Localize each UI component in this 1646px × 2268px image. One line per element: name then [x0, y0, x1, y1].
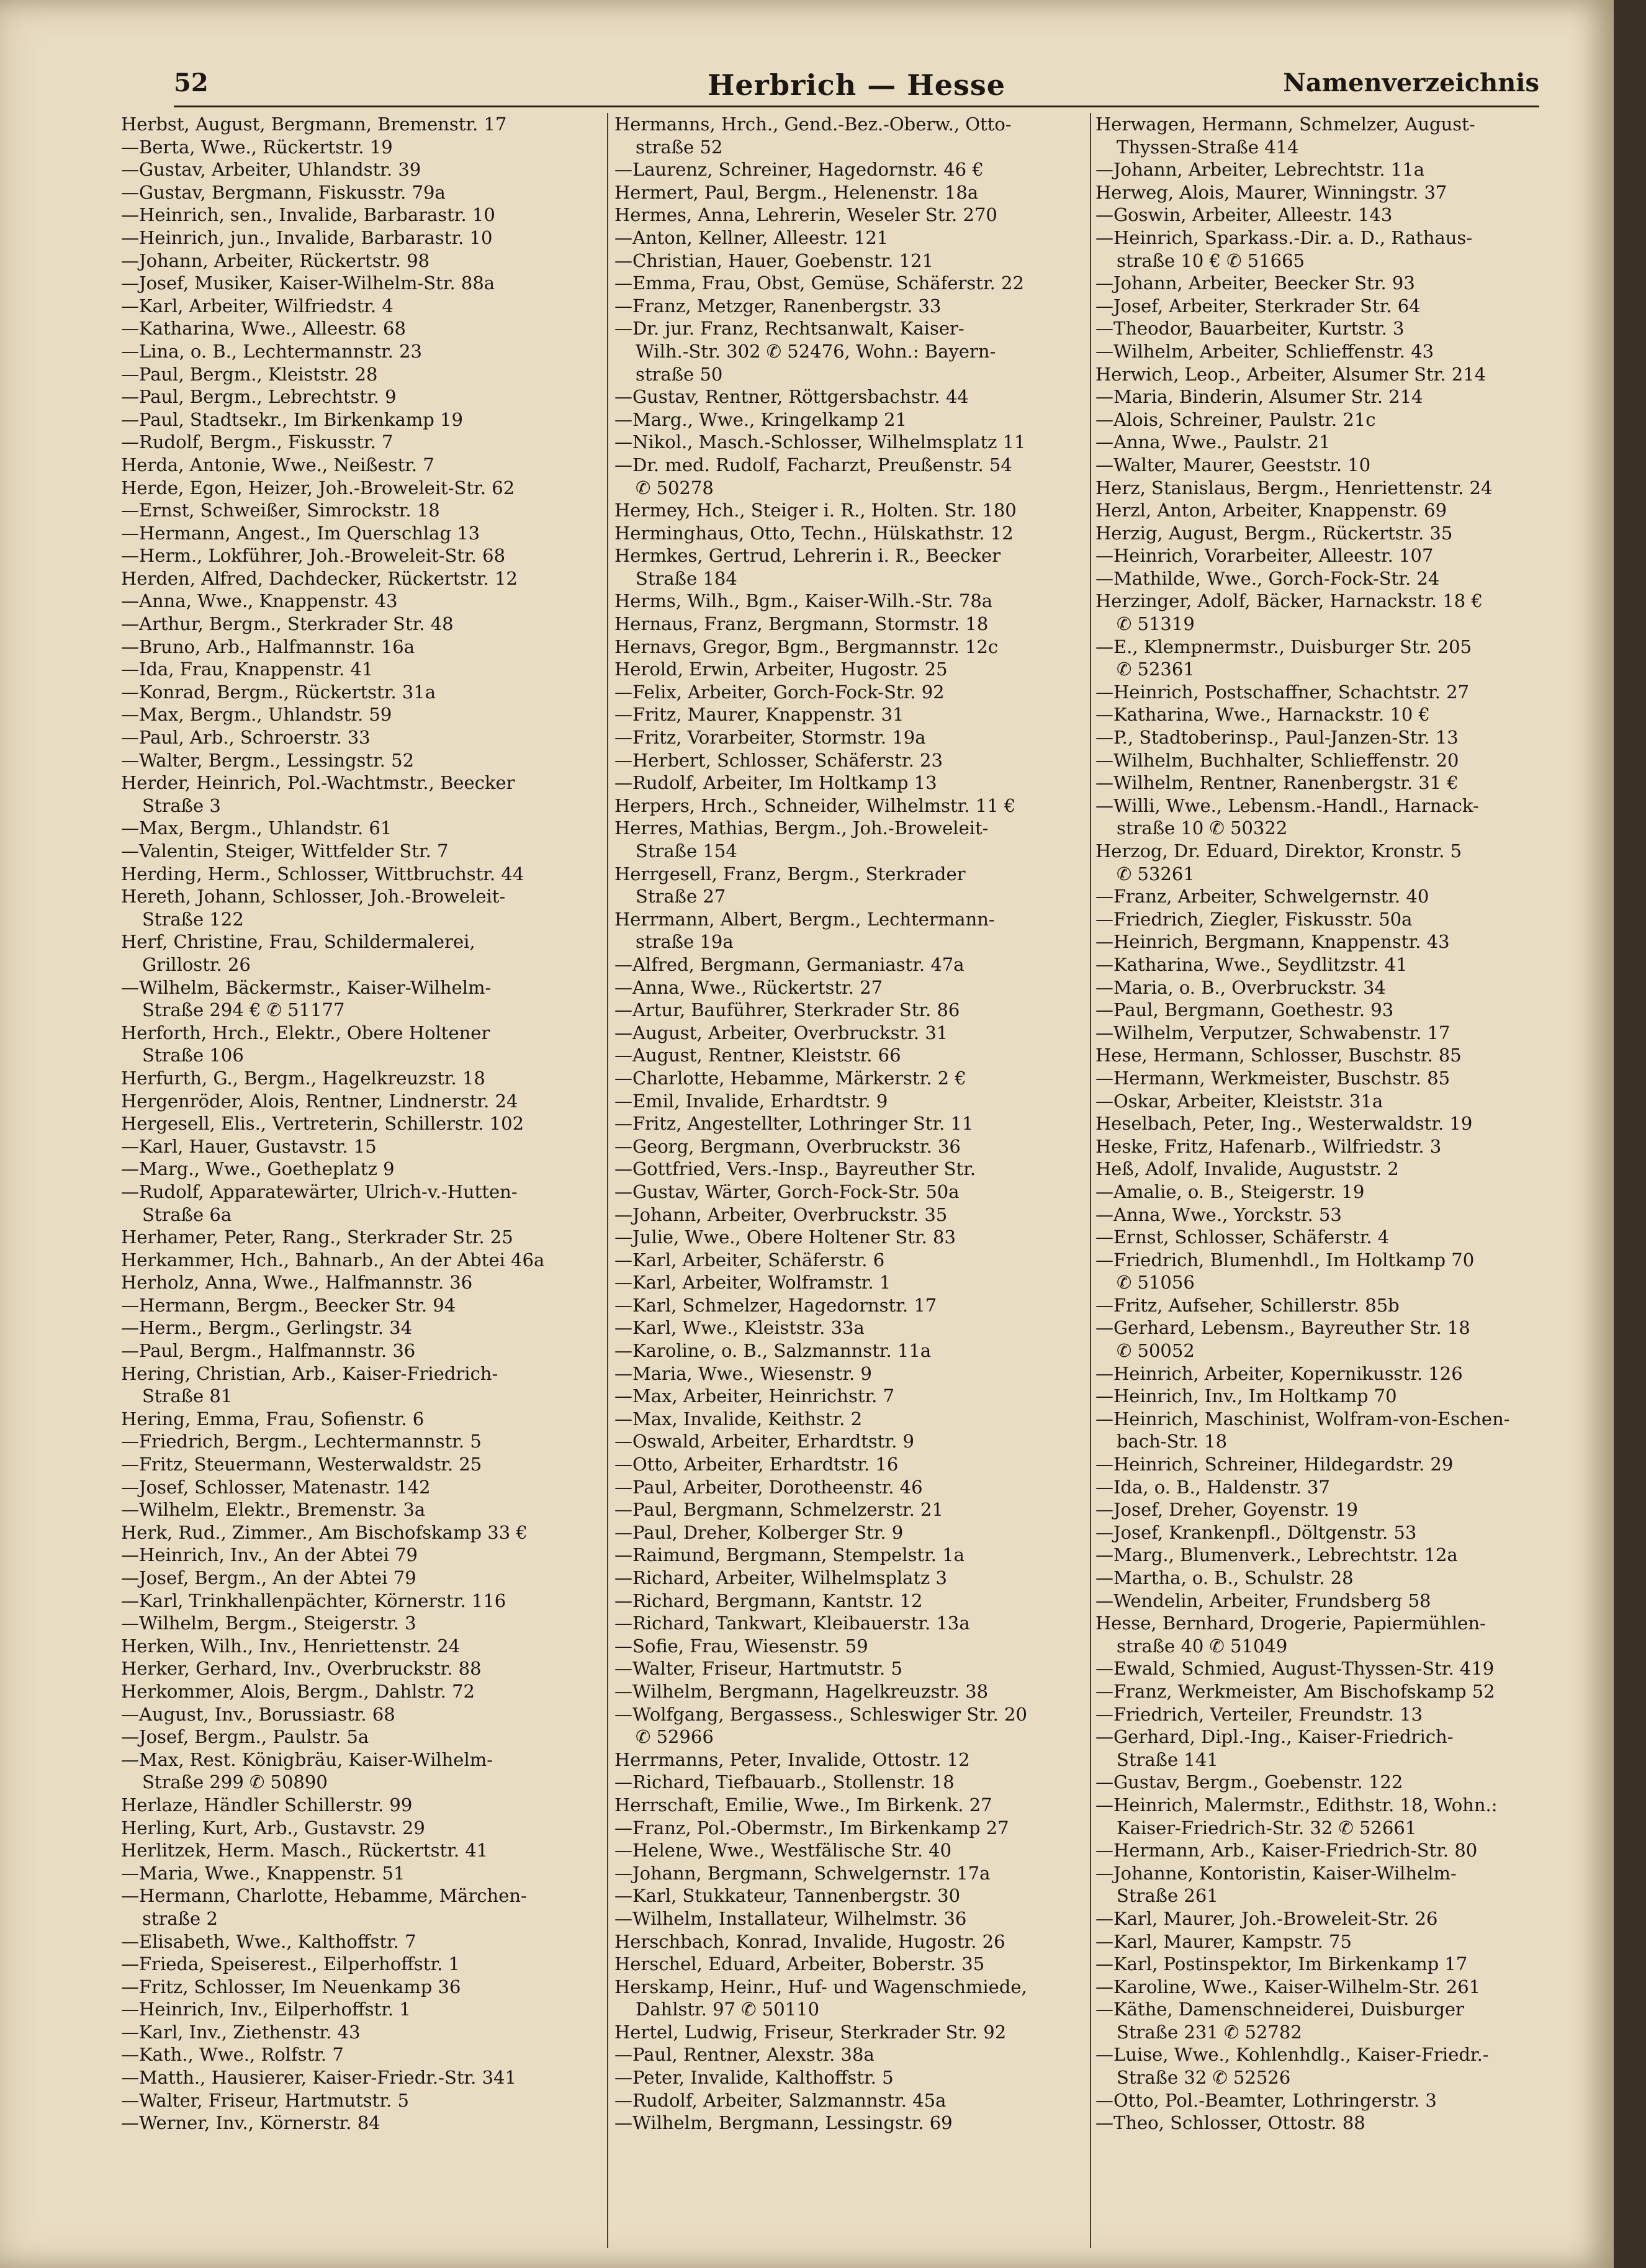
directory-entry-line: —Herm., Bergm., Gerlingstr. 34 — [121, 1317, 413, 1339]
directory-entry-line: Hermanns, Hrch., Gend.-Bez.-Oberw., Otto- — [614, 114, 1012, 135]
directory-entry-line: —Wilhelm, Bergmann, Hagelkreuzstr. 38 — [614, 1680, 989, 1702]
directory-entry-line: —Karl, Hauer, Gustavstr. 15 — [121, 1135, 377, 1157]
directory-entry-line: —Richard, Tankwart, Kleibauerstr. 13a — [614, 1613, 970, 1634]
directory-entry-line: straße 10 ✆ 50322 — [1117, 817, 1288, 839]
directory-entry-line: —Charlotte, Hebamme, Märkerstr. 2 € — [614, 1067, 966, 1089]
directory-entry-line: —Fritz, Angestellter, Lothringer Str. 11 — [614, 1113, 974, 1135]
directory-entry-line: —Wilhelm, Installateur, Wilhelmstr. 36 — [614, 1907, 967, 1929]
directory-entry-line: Herken, Wilh., Inv., Henriettenstr. 24 — [121, 1635, 461, 1657]
directory-entry-line: —Konrad, Bergm., Rückertstr. 31a — [121, 681, 436, 703]
directory-entry-line: Straße 184 — [636, 567, 737, 589]
directory-entry-line: —Otto, Pol.-Beamter, Lothringerstr. 3 — [1095, 2089, 1437, 2111]
directory-entry-line: —Johanne, Kontoristin, Kaiser-Wilhelm- — [1095, 1862, 1457, 1884]
directory-entry-line: —Heinrich, Maschinist, Wolfram-von-Eschen- — [1095, 1408, 1510, 1429]
directory-entry-line: —Peter, Invalide, Kalthoffstr. 5 — [614, 2067, 894, 2089]
directory-entry-line: —Heinrich, Malermstr., Edithstr. 18, Wohn.: — [1095, 1794, 1498, 1816]
directory-entry-line: —Dr. jur. Franz, Rechtsanwalt, Kaiser- — [614, 318, 965, 340]
directory-entry-line: —Anna, Wwe., Yorckstr. 53 — [1095, 1204, 1342, 1225]
directory-entry-line: —Karl, Wwe., Kleiststr. 33a — [614, 1317, 865, 1339]
directory-entry-line: —Helene, Wwe., Westfälische Str. 40 — [614, 1840, 952, 1861]
directory-entry-line: —Wilhelm, Bäckermstr., Kaiser-Wilhelm- — [121, 976, 492, 998]
directory-entry-line: —Karl, Arbeiter, Wolframstr. 1 — [614, 1272, 891, 1294]
directory-entry-line: —Bruno, Arb., Halfmannstr. 16a — [121, 636, 415, 657]
directory-entry-line: —Josef, Arbeiter, Sterkrader Str. 64 — [1095, 295, 1421, 317]
directory-entry-line: —Maria, Binderin, Alsumer Str. 214 — [1095, 386, 1423, 408]
directory-entry-line: —Emil, Invalide, Erhardtstr. 9 — [614, 1090, 888, 1112]
directory-entry-line: —Gottfried, Vers.-Insp., Bayreuther Str. — [614, 1158, 976, 1180]
directory-entry-line: —Johann, Bergmann, Schwelgernstr. 17a — [614, 1862, 991, 1884]
directory-entry-line: —Hermann, Arb., Kaiser-Friedrich-Str. 80 — [1095, 1840, 1478, 1861]
directory-entry-line: —Katharina, Wwe., Seydlitzstr. 41 — [1095, 953, 1408, 975]
directory-entry-line: Heselbach, Peter, Ing., Westerwaldstr. 19 — [1095, 1113, 1473, 1135]
directory-entry-line: —Friedrich, Verteiler, Freundstr. 13 — [1095, 1703, 1423, 1725]
directory-entry-line: —Paul, Bergmann, Goethestr. 93 — [1095, 999, 1394, 1021]
directory-entry-line: —Josef, Schlosser, Matenastr. 142 — [121, 1476, 431, 1498]
directory-entry-line: —Karl, Schmelzer, Hagedornstr. 17 — [614, 1294, 937, 1316]
column-divider — [1090, 113, 1091, 2248]
directory-entry-line: —Alfred, Bergmann, Germaniastr. 47a — [614, 953, 965, 975]
directory-entry-line: straße 40 ✆ 51049 — [1117, 1635, 1288, 1657]
directory-entry-line: —Karl, Maurer, Kampstr. 75 — [1095, 1930, 1352, 1952]
directory-entry-line: straße 2 — [142, 1907, 218, 1929]
directory-entry-line: Hermes, Anna, Lehrerin, Weseler Str. 270 — [614, 204, 997, 226]
directory-entry-line: Straße 6a — [142, 1204, 232, 1225]
directory-entry-line: —Fritz, Steuermann, Westerwaldstr. 25 — [121, 1454, 482, 1475]
directory-entry-line: Hertel, Ludwig, Friseur, Sterkrader Str. 92 — [614, 2021, 1007, 2043]
directory-entry-line: —Karl, Trinkhallenpächter, Körnerstr. 116 — [121, 1590, 506, 1611]
directory-entry-line: —Gustav, Wärter, Gorch-Fock-Str. 50a — [614, 1181, 960, 1202]
directory-entry-line: —Wilhelm, Bergmann, Lessingstr. 69 — [614, 2112, 953, 2134]
directory-column-1 — [121, 113, 599, 2248]
directory-entry-line: —Heinrich, jun., Invalide, Barbarastr. 10 — [121, 227, 493, 248]
directory-entry-line: —Paul, Arb., Schroerstr. 33 — [121, 727, 371, 749]
directory-entry-line: Straße 261 — [1117, 1885, 1218, 1907]
directory-entry-line: Herkammer, Hch., Bahnarb., An der Abtei 46a — [121, 1249, 545, 1271]
directory-entry-line: Dahlstr. 97 ✆ 50110 — [636, 1999, 820, 2020]
directory-entry-line: Hesse, Bernhard, Drogerie, Papiermühlen- — [1095, 1613, 1486, 1634]
directory-entry-line: Straße 294 € ✆ 51177 — [142, 999, 345, 1021]
directory-entry-line: Herskamp, Heinr., Huf- und Wagenschmiede, — [614, 1976, 1027, 1997]
directory-entry-line: Herweg, Alois, Maurer, Winningstr. 37 — [1095, 181, 1447, 203]
directory-entry-line: —Paul, Dreher, Kolberger Str. 9 — [614, 1521, 904, 1543]
directory-entry-line: —Anna, Wwe., Knappenstr. 43 — [121, 590, 398, 612]
directory-entry-line: —Rudolf, Arbeiter, Im Holtkamp 13 — [614, 772, 937, 794]
directory-entry-line: —Karl, Maurer, Joh.-Broweleit-Str. 26 — [1095, 1907, 1438, 1929]
directory-entry-line: Kaiser-Friedrich-Str. 32 ✆ 52661 — [1117, 1817, 1417, 1838]
directory-entry-line: Herda, Antonie, Wwe., Neißestr. 7 — [121, 454, 434, 475]
directory-entry-line: —Theodor, Bauarbeiter, Kurtstr. 3 — [1095, 318, 1405, 340]
directory-entry-line: —Walter, Friseur, Hartmutstr. 5 — [121, 2089, 409, 2111]
directory-entry-line: —Gustav, Bergmann, Fiskusstr. 79a — [121, 181, 446, 203]
column-divider — [607, 113, 608, 2248]
directory-entry-line: —Max, Arbeiter, Heinrichstr. 7 — [614, 1385, 895, 1407]
directory-entry-line: straße 19a — [636, 931, 734, 953]
directory-entry-line: —Martha, o. B., Schulstr. 28 — [1095, 1567, 1354, 1588]
directory-entry-line: —Frieda, Speiserest., Eilperhoffstr. 1 — [121, 1953, 460, 1975]
directory-entry-line: —Walter, Friseur, Hartmutstr. 5 — [614, 1658, 902, 1680]
directory-entry-line: —Ida, o. B., Haldenstr. 37 — [1095, 1476, 1330, 1498]
directory-entry-line: Herschel, Eduard, Arbeiter, Boberstr. 35 — [614, 1953, 985, 1975]
directory-entry-line: —Otto, Arbeiter, Erhardtstr. 16 — [614, 1454, 899, 1475]
directory-entry-line: Straße 231 ✆ 52782 — [1117, 2021, 1302, 2043]
directory-entry-line: Herder, Heinrich, Pol.-Wachtmstr., Beecker — [121, 772, 515, 794]
directory-entry-line: —Friedrich, Ziegler, Fiskusstr. 50a — [1095, 908, 1413, 930]
directory-entry-line: —Oskar, Arbeiter, Kleiststr. 31a — [1095, 1090, 1383, 1112]
directory-entry-line: —Anton, Kellner, Alleestr. 121 — [614, 227, 889, 248]
directory-entry-line: —Johann, Arbeiter, Lebrechtstr. 11a — [1095, 159, 1425, 181]
directory-entry-line: —Berta, Wwe., Rückertstr. 19 — [121, 136, 393, 158]
directory-entry-line: Herrgesell, Franz, Bergm., Sterkrader — [614, 863, 966, 884]
directory-entry-line: ✆ 52966 — [636, 1726, 714, 1748]
directory-entry-line: —Josef, Dreher, Goyenstr. 19 — [1095, 1499, 1358, 1521]
section-title: Namenverzeichnis — [1283, 68, 1539, 97]
directory-entry-line: —Franz, Metzger, Ranenbergstr. 33 — [614, 295, 942, 317]
directory-entry-line: —Rudolf, Bergm., Fiskusstr. 7 — [121, 431, 394, 453]
directory-entry-line: Herholz, Anna, Wwe., Halfmannstr. 36 — [121, 1272, 473, 1294]
directory-entry-line: Straße 27 — [636, 886, 726, 907]
directory-entry-line: Wilh.-Str. 302 ✆ 52476, Wohn.: Bayern- — [636, 340, 996, 362]
directory-entry-line: Hering, Emma, Frau, Sofienstr. 6 — [121, 1408, 425, 1429]
page-number: 52 — [174, 68, 209, 97]
directory-entry-line: Herzinger, Adolf, Bäcker, Harnackstr. 18 € — [1095, 590, 1483, 612]
directory-entry-line: —Heinrich, Sparkass.-Dir. a. D., Rathaus- — [1095, 227, 1473, 248]
directory-entry-line: —Max, Invalide, Keithstr. 2 — [614, 1408, 863, 1429]
directory-entry-line: —Ernst, Schweißer, Simrockstr. 18 — [121, 500, 440, 521]
directory-entry-line: —Wendelin, Arbeiter, Frundsberg 58 — [1095, 1590, 1431, 1611]
directory-entry-line: —Karl, Arbeiter, Wilfriedstr. 4 — [121, 295, 394, 317]
directory-entry-line: —Maria, Wwe., Knappenstr. 51 — [121, 1862, 405, 1884]
directory-entry-line: Herker, Gerhard, Inv., Overbruckstr. 88 — [121, 1658, 482, 1680]
directory-entry-line: —Wilhelm, Arbeiter, Schlieffenstr. 43 — [1095, 340, 1434, 362]
directory-entry-line: Herlaze, Händler Schillerstr. 99 — [121, 1794, 413, 1816]
directory-entry-line: Herz, Stanislaus, Bergm., Henriettenstr. 24 — [1095, 477, 1493, 498]
directory-entry-line: Herding, Herm., Schlosser, Wittbruchstr. 44 — [121, 863, 524, 884]
directory-entry-line: —Richard, Tiefbauarb., Stollenstr. 18 — [614, 1771, 955, 1793]
directory-entry-line: Hernaus, Franz, Bergmann, Stormstr. 18 — [614, 613, 989, 635]
directory-entry-line: —Katharina, Wwe., Harnackstr. 10 € — [1095, 704, 1431, 726]
directory-entry-line: Herforth, Hrch., Elektr., Obere Holtener — [121, 1022, 490, 1043]
directory-entry-line: —Valentin, Steiger, Wittfelder Str. 7 — [121, 840, 449, 862]
directory-entry-line: ✆ 51056 — [1117, 1272, 1195, 1294]
directory-entry-line: —Laurenz, Schreiner, Hagedornstr. 46 € — [614, 159, 984, 181]
directory-entry-line: —Paul, Arbeiter, Dorotheenstr. 46 — [614, 1476, 923, 1498]
directory-entry-line: Herfurth, G., Bergm., Hagelkreuzstr. 18 — [121, 1067, 485, 1089]
directory-entry-line: —Dr. med. Rudolf, Facharzt, Preußenstr. 54 — [614, 454, 1012, 475]
directory-entry-line: straße 52 — [636, 136, 723, 158]
directory-entry-line: —Franz, Arbeiter, Schwelgernstr. 40 — [1095, 886, 1429, 907]
directory-entry-line: Herschbach, Konrad, Invalide, Hugostr. 26 — [614, 1930, 1005, 1952]
directory-entry-line: Heske, Fritz, Hafenarb., Wilfriedstr. 3 — [1095, 1135, 1442, 1157]
directory-entry-line: —Gustav, Arbeiter, Uhlandstr. 39 — [121, 159, 421, 181]
directory-entry-line: —Heinrich, Postschaffner, Schachtstr. 27 — [1095, 681, 1470, 703]
directory-entry-line: —Wilhelm, Bergm., Steigerstr. 3 — [121, 1613, 416, 1634]
directory-entry-line: Herold, Erwin, Arbeiter, Hugostr. 25 — [614, 659, 948, 680]
directory-entry-line: —Gerhard, Dipl.-Ing., Kaiser-Friedrich- — [1095, 1726, 1454, 1748]
directory-entry-line: —Richard, Bergmann, Kantstr. 12 — [614, 1590, 923, 1611]
directory-entry-line: Herpers, Hrch., Schneider, Wilhelmstr. 11 € — [614, 794, 1016, 816]
directory-entry-line: Hese, Hermann, Schlosser, Buschstr. 85 — [1095, 1045, 1462, 1066]
directory-entry-line: Herden, Alfred, Dachdecker, Rückertstr. 12 — [121, 567, 518, 589]
directory-entry-line: —Maria, Wwe., Wiesenstr. 9 — [614, 1362, 872, 1384]
directory-entry-line: Herwagen, Hermann, Schmelzer, August- — [1095, 114, 1475, 135]
directory-column-3 — [1095, 113, 1561, 2248]
directory-entry-line: —Paul, Bergm., Halfmannstr. 36 — [121, 1340, 416, 1362]
directory-entry-line: —Johann, Arbeiter, Beecker Str. 93 — [1095, 272, 1415, 294]
directory-entry-line: —Heinrich, Schreiner, Hildegardstr. 29 — [1095, 1454, 1454, 1475]
directory-entry-line: —Franz, Pol.-Obermstr., Im Birkenkamp 27 — [614, 1817, 1009, 1838]
directory-entry-line: —Werner, Inv., Körnerstr. 84 — [121, 2112, 380, 2134]
header-rule — [174, 106, 1539, 107]
directory-entry-line: —Theo, Schlosser, Ottostr. 88 — [1095, 2112, 1365, 2134]
directory-entry-line: —Fritz, Aufseher, Schillerstr. 85b — [1095, 1294, 1400, 1316]
directory-entry-line: Herrschaft, Emilie, Wwe., Im Birkenk. 27 — [614, 1794, 992, 1816]
directory-entry-line: Hermey, Hch., Steiger i. R., Holten. Str. 180 — [614, 500, 1017, 521]
directory-entry-line: Hermert, Paul, Bergm., Helenenstr. 18a — [614, 181, 979, 203]
directory-entry-line: Straße 154 — [636, 840, 737, 862]
directory-entry-line: —Heinrich, Inv., Im Holtkamp 70 — [1095, 1385, 1397, 1407]
directory-entry-line: Hergenröder, Alois, Rentner, Lindnerstr. 24 — [121, 1090, 518, 1112]
directory-entry-line: —Johann, Arbeiter, Rückertstr. 98 — [121, 250, 430, 271]
directory-entry-line: ✆ 51319 — [1117, 613, 1195, 635]
directory-entry-line: —Lina, o. B., Lechtermannstr. 23 — [121, 340, 422, 362]
directory-entry-line: —Gerhard, Lebensm., Bayreuther Str. 18 — [1095, 1317, 1470, 1339]
directory-entry-line: ✆ 52361 — [1117, 659, 1195, 680]
directory-entry-line: Herzl, Anton, Arbeiter, Knappenstr. 69 — [1095, 500, 1447, 521]
directory-entry-line: —Paul, Bergm., Lebrechtstr. 9 — [121, 386, 397, 408]
directory-entry-line: Straße 122 — [142, 908, 244, 930]
directory-entry-line: —Ewald, Schmied, August-Thyssen-Str. 419 — [1095, 1658, 1495, 1680]
directory-entry-line: —Artur, Bauführer, Sterkrader Str. 86 — [614, 999, 960, 1021]
directory-entry-line: —Karl, Arbeiter, Schäferstr. 6 — [614, 1249, 885, 1271]
directory-entry-line: —Ida, Frau, Knappenstr. 41 — [121, 659, 374, 680]
directory-entry-line: —Matth., Hausierer, Kaiser-Friedr.-Str. 341 — [121, 2067, 516, 2089]
directory-entry-line: —Hermann, Werkmeister, Buschstr. 85 — [1095, 1067, 1450, 1089]
directory-entry-line: —Wilhelm, Rentner, Ranenbergstr. 31 € — [1095, 772, 1459, 794]
directory-entry-line: Straße 141 — [1117, 1748, 1218, 1770]
directory-entry-line: Herde, Egon, Heizer, Joh.-Broweleit-Str. 62 — [121, 477, 515, 498]
directory-entry-line: —Fritz, Schlosser, Im Neuenkamp 36 — [121, 1976, 461, 1997]
directory-entry-line: —Hermann, Angest., Im Querschlag 13 — [121, 522, 480, 544]
directory-entry-line: —Heinrich, Inv., Eilperhoffstr. 1 — [121, 1999, 411, 2020]
directory-entry-line: —Herm., Lokführer, Joh.-Broweleit-Str. 68 — [121, 545, 506, 567]
directory-entry-line: —Felix, Arbeiter, Gorch-Fock-Str. 92 — [614, 681, 945, 703]
directory-entry-line: —Hermann, Bergm., Beecker Str. 94 — [121, 1294, 456, 1316]
page-title: Herbrich — Hesse — [707, 68, 1006, 102]
directory-entry-line: Herk, Rud., Zimmer., Am Bischofskamp 33 € — [121, 1521, 528, 1543]
directory-entry-line: —Goswin, Arbeiter, Alleestr. 143 — [1095, 204, 1393, 226]
directory-entry-line: —Walter, Maurer, Geeststr. 10 — [1095, 454, 1371, 475]
directory-entry-line: —August, Arbeiter, Overbruckstr. 31 — [614, 1022, 948, 1043]
directory-entry-line: —Paul, Stadtsekr., Im Birkenkamp 19 — [121, 408, 463, 430]
directory-entry-line: Herrmann, Albert, Bergm., Lechtermann- — [614, 908, 995, 930]
directory-entry-line: —Fritz, Maurer, Knappenstr. 31 — [614, 704, 904, 726]
directory-entry-line: —P., Stadtoberinsp., Paul-Janzen-Str. 13 — [1095, 727, 1459, 749]
directory-entry-line: Straße 106 — [142, 1045, 244, 1066]
directory-entry-line: —Emma, Frau, Obst, Gemüse, Schäferstr. 22 — [614, 272, 1024, 294]
directory-entry-line: —Heinrich, Bergmann, Knappenstr. 43 — [1095, 931, 1450, 953]
directory-entry-line: —Rudolf, Apparatewärter, Ulrich-v.-Hutten- — [121, 1181, 518, 1202]
directory-entry-line: —Herbert, Schlosser, Schäferstr. 23 — [614, 749, 943, 771]
directory-entry-line: —Heinrich, Vorarbeiter, Alleestr. 107 — [1095, 545, 1434, 567]
directory-entry-line: —Johann, Arbeiter, Overbruckstr. 35 — [614, 1204, 948, 1225]
directory-entry-line: Heß, Adolf, Invalide, Auguststr. 2 — [1095, 1158, 1399, 1180]
directory-entry-line: —Josef, Krankenpfl., Döltgenstr. 53 — [1095, 1521, 1417, 1543]
directory-entry-line: —Heinrich, Inv., An der Abtei 79 — [121, 1544, 418, 1566]
directory-entry-line: —Paul, Rentner, Alexstr. 38a — [614, 2044, 875, 2066]
directory-column-2 — [614, 113, 1089, 2248]
directory-entry-line: —Georg, Bergmann, Overbruckstr. 36 — [614, 1135, 961, 1157]
directory-entry-line: —Karl, Stukkateur, Tannenbergstr. 30 — [614, 1885, 961, 1907]
directory-entry-line: —Hermann, Charlotte, Hebamme, Märchen- — [121, 1885, 527, 1907]
directory-entry-line: Herzog, Dr. Eduard, Direktor, Kronstr. 5 — [1095, 840, 1462, 862]
directory-entry-line: Grillostr. 26 — [142, 953, 251, 975]
directory-entry-line: Hering, Christian, Arb., Kaiser-Friedrich- — [121, 1362, 498, 1384]
directory-entry-line: —Heinrich, sen., Invalide, Barbarastr. 10 — [121, 204, 495, 226]
directory-entry-line: —Wilhelm, Elektr., Bremenstr. 3a — [121, 1499, 426, 1521]
directory-entry-line: —Oswald, Arbeiter, Erhardtstr. 9 — [614, 1431, 914, 1452]
directory-entry-line: Herminghaus, Otto, Techn., Hülskathstr. 12 — [614, 522, 1014, 544]
directory-entry-line: —Wilhelm, Buchhalter, Schlieffenstr. 20 — [1095, 749, 1459, 771]
directory-entry-line: —Fritz, Vorarbeiter, Stormstr. 19a — [614, 727, 926, 749]
directory-entry-line: —Kath., Wwe., Rolfstr. 7 — [121, 2044, 344, 2066]
directory-entry-line: —Sofie, Frau, Wiesenstr. 59 — [614, 1635, 868, 1657]
directory-entry-line: —Nikol., Masch.-Schlosser, Wilhelmsplatz 11 — [614, 431, 1026, 453]
directory-entry-line: —Amalie, o. B., Steigerstr. 19 — [1095, 1181, 1365, 1202]
directory-entry-line: Straße 81 — [142, 1385, 233, 1407]
directory-entry-line: Herrmanns, Peter, Invalide, Ottostr. 12 — [614, 1748, 970, 1770]
directory-entry-line: —Käthe, Damenschneiderei, Duisburger — [1095, 1999, 1464, 2020]
directory-entry-line: —Mathilde, Wwe., Gorch-Fock-Str. 24 — [1095, 567, 1440, 589]
directory-entry-line: —Alois, Schreiner, Paulstr. 21c — [1095, 408, 1376, 430]
directory-entry-line: —Gustav, Rentner, Röttgersbachstr. 44 — [614, 386, 969, 408]
directory-entry-line: —Wilhelm, Verputzer, Schwabenstr. 17 — [1095, 1022, 1450, 1043]
directory-entry-line: Herling, Kurt, Arb., Gustavstr. 29 — [121, 1817, 425, 1838]
directory-entry-line: —August, Rentner, Kleiststr. 66 — [614, 1045, 901, 1066]
directory-entry-line: —Karoline, Wwe., Kaiser-Wilhelm-Str. 261 — [1095, 1976, 1481, 1997]
directory-entry-line: —Paul, Bergmann, Schmelzerstr. 21 — [614, 1499, 943, 1521]
directory-entry-line: bach-Str. 18 — [1117, 1431, 1228, 1452]
directory-entry-line: Herwich, Leop., Arbeiter, Alsumer Str. 214 — [1095, 363, 1486, 385]
directory-entry-line: Hereth, Johann, Schlosser, Joh.-Broweleit- — [121, 886, 506, 907]
directory-entry-line: —Paul, Bergm., Kleiststr. 28 — [121, 363, 378, 385]
directory-entry-line: —Marg., Wwe., Goetheplatz 9 — [121, 1158, 395, 1180]
directory-entry-line: Straße 3 — [142, 794, 221, 816]
directory-entry-line: —Max, Bergm., Uhlandstr. 61 — [121, 817, 392, 839]
directory-entry-line: —Max, Rest. Königbräu, Kaiser-Wilhelm- — [121, 1748, 493, 1770]
directory-entry-line: —Christian, Hauer, Goebenstr. 121 — [614, 250, 933, 271]
directory-entry-line: ✆ 50052 — [1117, 1340, 1195, 1362]
directory-entry-line: Straße 32 ✆ 52526 — [1117, 2067, 1291, 2089]
directory-entry-line: —Richard, Arbeiter, Wilhelmsplatz 3 — [614, 1567, 947, 1588]
directory-entry-line: Herkommer, Alois, Bergm., Dahlstr. 72 — [121, 1680, 475, 1702]
directory-entry-line: Hergesell, Elis., Vertreterin, Schillerstr. 102 — [121, 1113, 524, 1135]
directory-entry-line: Thyssen-Straße 414 — [1117, 136, 1299, 158]
directory-entry-line: Herlitzek, Herm. Masch., Rückertstr. 41 — [121, 1840, 488, 1861]
directory-entry-line: ✆ 53261 — [1117, 863, 1195, 884]
page-header — [174, 62, 1539, 106]
directory-entry-line: —Julie, Wwe., Obere Holtener Str. 83 — [614, 1226, 956, 1248]
directory-entry-line: —Josef, Musiker, Kaiser-Wilhelm-Str. 88a — [121, 272, 495, 294]
directory-entry-line: —Walter, Bergm., Lessingstr. 52 — [121, 749, 415, 771]
directory-entry-line: ✆ 50278 — [636, 477, 714, 498]
directory-entry-line: —Marg., Wwe., Kringelkamp 21 — [614, 408, 907, 430]
directory-entry-line: Hernavs, Gregor, Bgm., Bergmannstr. 12c — [614, 636, 999, 657]
directory-entry-line: —Arthur, Bergm., Sterkrader Str. 48 — [121, 613, 454, 635]
directory-entry-line: Herhamer, Peter, Rang., Sterkrader Str. 25 — [121, 1226, 513, 1248]
directory-entry-line: —Josef, Bergm., Paulstr. 5a — [121, 1726, 369, 1748]
directory-entry-line: straße 10 € ✆ 51665 — [1117, 250, 1305, 271]
directory-entry-line: —Raimund, Bergmann, Stempelstr. 1a — [614, 1544, 965, 1566]
directory-entry-line: —Willi, Wwe., Lebensm.-Handl., Harnack- — [1095, 794, 1479, 816]
directory-entry-line: —Gustav, Bergm., Goebenstr. 122 — [1095, 1771, 1403, 1793]
directory-entry-line: —Luise, Wwe., Kohlenhdlg., Kaiser-Friedr.- — [1095, 2044, 1489, 2066]
directory-entry-line: —Heinrich, Arbeiter, Kopernikusstr. 126 — [1095, 1362, 1463, 1384]
directory-entry-line: Herres, Mathias, Bergm., Joh.-Broweleit- — [614, 817, 989, 839]
directory-entry-line: —Max, Bergm., Uhlandstr. 59 — [121, 704, 392, 726]
directory-entry-line: —E., Klempnermstr., Duisburger Str. 205 — [1095, 636, 1472, 657]
directory-entry-line: Herms, Wilh., Bgm., Kaiser-Wilh.-Str. 78a — [614, 590, 993, 612]
directory-entry-line: —Elisabeth, Wwe., Kalthoffstr. 7 — [121, 1930, 416, 1952]
directory-entry-line: Herbst, August, Bergmann, Bremenstr. 17 — [121, 114, 507, 135]
directory-entry-line: —Ernst, Schlosser, Schäferstr. 4 — [1095, 1226, 1390, 1248]
directory-entry-line: —Friedrich, Blumenhdl., Im Holtkamp 70 — [1095, 1249, 1475, 1271]
directory-entry-line: Herzig, August, Bergm., Rückertstr. 35 — [1095, 522, 1453, 544]
directory-entry-line: —Karl, Postinspektor, Im Birkenkamp 17 — [1095, 1953, 1468, 1975]
directory-entry-line: —Anna, Wwe., Paulstr. 21 — [1095, 431, 1331, 453]
directory-entry-line: —Marg., Blumenverk., Lebrechtstr. 12a — [1095, 1544, 1458, 1566]
directory-entry-line: Straße 299 ✆ 50890 — [142, 1771, 328, 1793]
directory-entry-line: Hermkes, Gertrud, Lehrerin i. R., Beecker — [614, 545, 1001, 567]
directory-entry-line: —Franz, Werkmeister, Am Bischofskamp 52 — [1095, 1680, 1495, 1702]
directory-entry-line: straße 50 — [636, 363, 723, 385]
directory-entry-line: —Josef, Bergm., An der Abtei 79 — [121, 1567, 416, 1588]
directory-entry-line: —Karoline, o. B., Salzmannstr. 11a — [614, 1340, 932, 1362]
directory-entry-line: —Rudolf, Arbeiter, Salzmannstr. 45a — [614, 2089, 947, 2111]
directory-entry-line: —Anna, Wwe., Rückertstr. 27 — [614, 976, 883, 998]
directory-entry-line: —Karl, Inv., Ziethenstr. 43 — [121, 2021, 361, 2043]
directory-entry-line: —Friedrich, Bergm., Lechtermannstr. 5 — [121, 1431, 482, 1452]
directory-entry-line: —Maria, o. B., Overbruckstr. 34 — [1095, 976, 1386, 998]
directory-entry-line: —Wolfgang, Bergassess., Schleswiger Str. 20 — [614, 1703, 1027, 1725]
directory-entry-line: —August, Inv., Borussiastr. 68 — [121, 1703, 395, 1725]
directory-entry-line: —Katharina, Wwe., Alleestr. 68 — [121, 318, 406, 340]
directory-entry-line: Herf, Christine, Frau, Schildermalerei, — [121, 931, 475, 953]
